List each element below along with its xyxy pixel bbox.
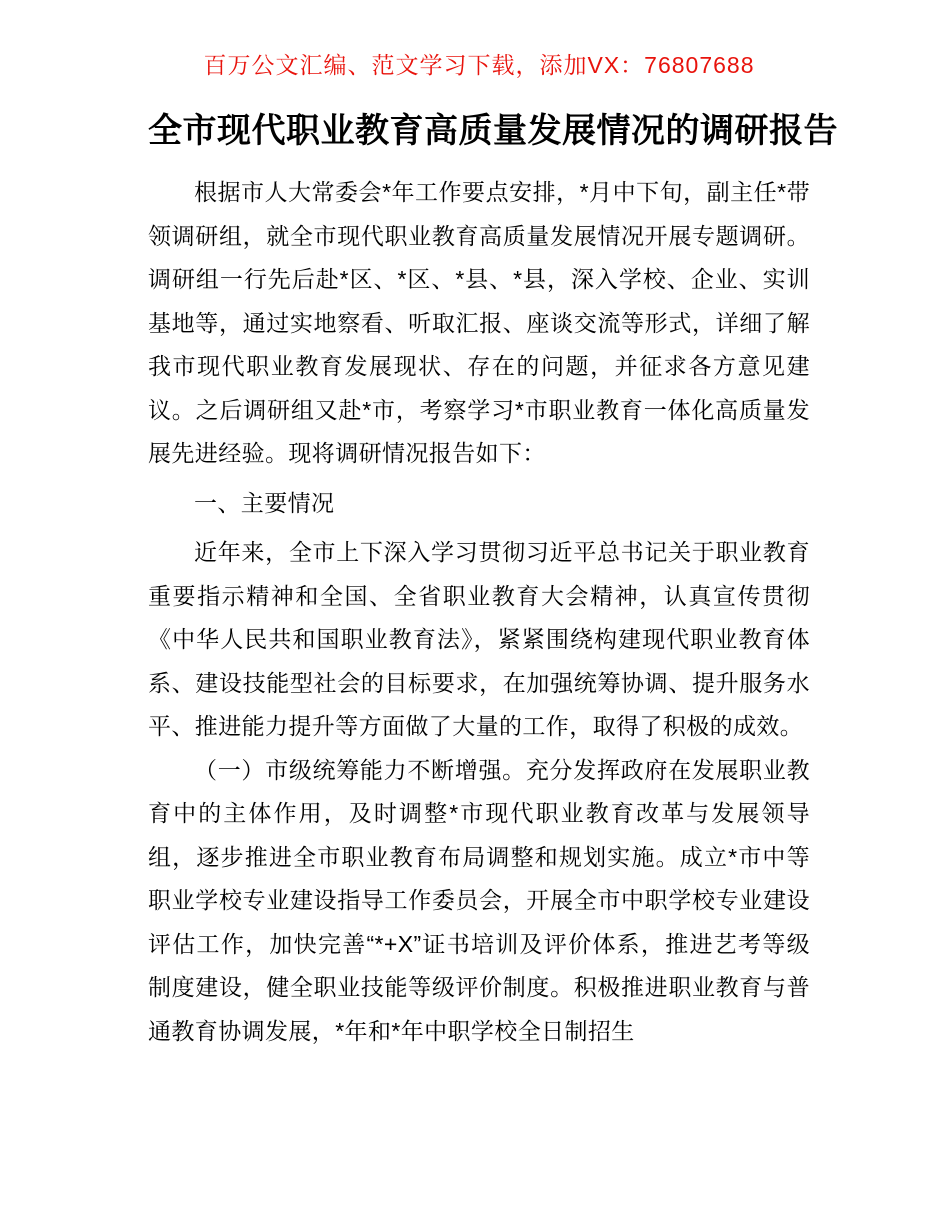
document-body: [148, 171, 810, 1053]
section-heading-main-situation: 一、主要情况: [194, 489, 335, 516]
paragraph-coordination: （一）市级统筹能力不断增强。充分发挥政府在发展职业教育中的主体作用，及时调整*市现代职业教育改革与发展领导组，逐步推进全市职业教育布局调整和规划实施。成立*市中等职业学校专业建设指导工作委员会，开展全市中职学校专业建设评估工作，加快完善“*+X”证书培训及评价体系，推进艺考等级制度建设，健全职业技能等级评价制度。积极推进职业教育与普通教育协调发展，*年和*年中职学校全日制招生: [148, 756, 810, 1044]
document-title: 全市现代职业教育高质量发展情况的调研报告: [148, 112, 838, 150]
paragraph-overview: 近年来，全市上下深入学习贯彻习近平总书记关于职业教育重要指示精神和全国、全省职业教育大会精神，认真宣传贯彻《中华人民共和国职业教育法》，紧紧围绕构建现代职业教育体系、建设技能型社会的目标要求，在加强统筹协调、提升服务水平、推进能力提升等方面做了大量的工作，取得了积极的成效。: [148, 539, 810, 739]
paragraph-intro: 根据市人大常委会*年工作要点安排，*月中下旬，副主任*带领调研组，就全市现代职业教育高质量发展情况开展专题调研。调研组一行先后赴*区、*区、*县、*县，深入学校、企业、实训基地等，通过实地察看、听取汇报、座谈交流等形式，详细了解我市现代职业教育发展现状、存在的问题，并征求各方意见建议。之后调研组又赴*市，考察学习*市职业教育一体化高质量发展先进经验。现将调研情况报告如下：: [148, 179, 810, 466]
promo-header-text: 百万公文汇编、范文学习下载，添加VX：76807688: [203, 52, 755, 78]
